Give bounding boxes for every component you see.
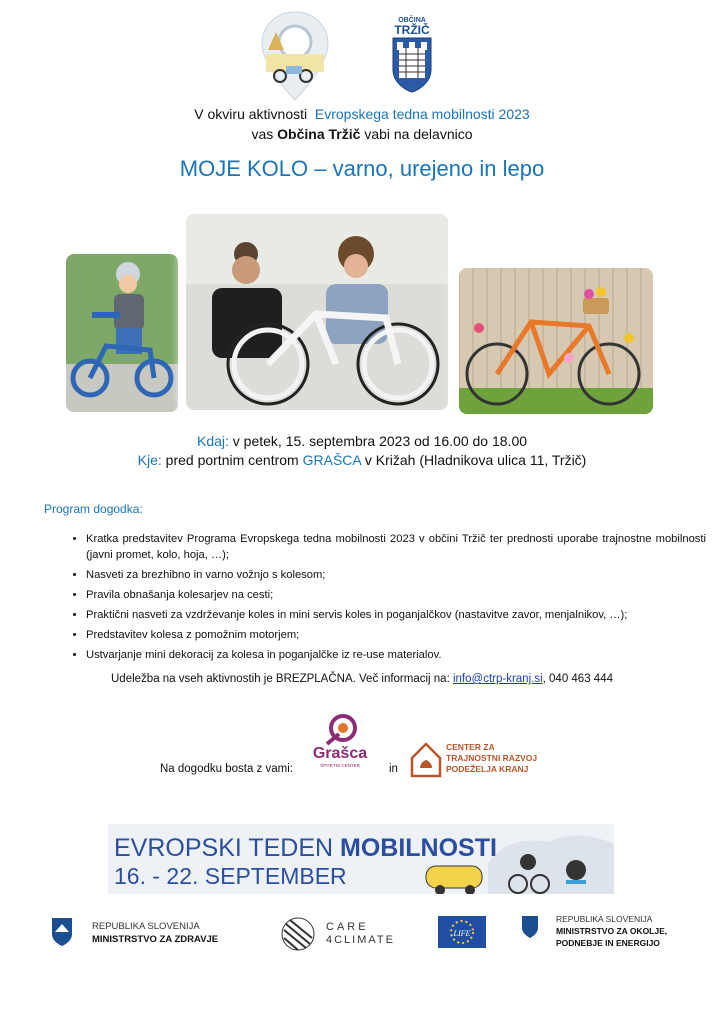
contact-email-link[interactable]: info@ctrp-kranj.si [452, 673, 543, 685]
banner-line1-b: MOBILNOSTI [340, 834, 497, 862]
health-line2: MINISTRSTVO ZA ZDRAVJE [92, 934, 219, 945]
grasca-subtitle: ŠPORTNI CENTER [320, 763, 360, 768]
care4climate-logo [282, 918, 395, 950]
where-suffix: v Križah (Hladnikova ulica 11, Tržič) [364, 452, 587, 468]
env-line1: REPUBLIKA SLOVENIJA [556, 914, 653, 924]
child-balance-bike-photo [66, 254, 178, 412]
banner-dates: 16. - 22. SEPTEMBER [114, 863, 347, 889]
invitation-prefix: vas [251, 126, 274, 142]
where-prefix: pred portnim centrom [165, 452, 299, 468]
ctrp-line2: TRAJNOSTNI RAZVOJ [446, 753, 538, 763]
program-list [62, 531, 706, 667]
workshop-title: MOJE KOLO – varno, urejeno in lepo [179, 156, 545, 181]
svg-text:TRŽIČ: TRŽIČ [394, 23, 430, 37]
contact-phone: , 040 463 444 [542, 673, 613, 685]
partners-label: Na dogodku bosta z vami: [160, 763, 293, 775]
intro-line [0, 106, 724, 122]
program-item: • Pravila obnašanja kolesarjev na cesti; [86, 587, 706, 603]
sponsor-logos-row [0, 910, 724, 970]
program-item: • Nasveti za brezhibno in varno vožnjo s kolesom; [86, 567, 706, 583]
program-item: • Praktični nasveti za vzdrževanje koles in mini servis koles in poganjalčkov (nastavitve zavor, menjalnikov, …); [86, 607, 706, 623]
care-line1: CARE [326, 921, 369, 933]
env-line3: PODNEBJE IN ENERGIJO [556, 938, 660, 948]
ctrp-kranj-logo [410, 738, 550, 780]
event-location-line [0, 452, 724, 468]
svg-text:OBČINA: OBČINA [398, 17, 426, 24]
event-date-line [0, 433, 724, 449]
when-label: Kdaj: [196, 433, 229, 449]
grasca-logo [303, 712, 377, 770]
life-text: LIFE [453, 929, 471, 938]
ministry-of-environment-logo [522, 914, 667, 948]
invitation-suffix: vabi na delavnico [364, 126, 473, 142]
env-line2: MINISTRSTVO ZA OKOLJE, [556, 926, 668, 936]
ministry-of-health-logo [52, 918, 218, 946]
bike-repair-workshop-photo [186, 214, 448, 410]
mobility-week-logo [258, 10, 332, 102]
intro-event-name: Evropskega tedna mobilnosti 2023 [314, 106, 530, 122]
banner-line1-a: EVROPSKI TEDEN [114, 834, 334, 862]
free-participation-line [0, 673, 724, 685]
partners-and: in [389, 763, 398, 775]
free-text: Udeležba na vseh aktivnostih je BREZPLAČNA. Več informacij na: [111, 673, 450, 685]
invitation-line [0, 126, 724, 142]
organizer-name: Občina Tržič [277, 126, 361, 142]
ctrp-line1: CENTER ZA [446, 742, 495, 752]
grasca-name: Grašca [312, 745, 368, 762]
trzic-municipality-crest [389, 14, 435, 94]
decorated-orange-bike-photo [459, 268, 653, 414]
mobility-week-banner [108, 824, 614, 894]
program-heading: Program dogodka: [44, 502, 143, 516]
program-item: • Ustvarjanje mini dekoracij za kolesa in poganjalčke iz re-use materialov. [86, 647, 706, 663]
where-venue: GRAŠCA [302, 452, 361, 468]
intro-prefix: V okviru aktivnosti [194, 106, 308, 122]
when-value: v petek, 15. septembra 2023 od 16.00 do 18.00 [232, 433, 528, 449]
program-item: • Kratka predstavitev Programa Evropskega tedna mobilnosti 2023 v občini Tržič ter prednosti uporabe trajnostne mobilnosti (javni promet, kolo, hoja, …); [86, 531, 706, 563]
where-label: Kje: [137, 452, 162, 468]
health-line1: REPUBLIKA SLOVENIJA [92, 921, 200, 932]
care-line2: 4CLIMATE [326, 934, 395, 946]
svg-text:EVROPSKI TEDEN MOBILNOSTI [114, 834, 497, 862]
program-item: • Predstavitev kolesa z pomožnim motorjem; [86, 627, 706, 643]
ctrp-line3: PODEŽELJA KRANJ [446, 764, 529, 774]
eu-life-logo [438, 916, 486, 948]
